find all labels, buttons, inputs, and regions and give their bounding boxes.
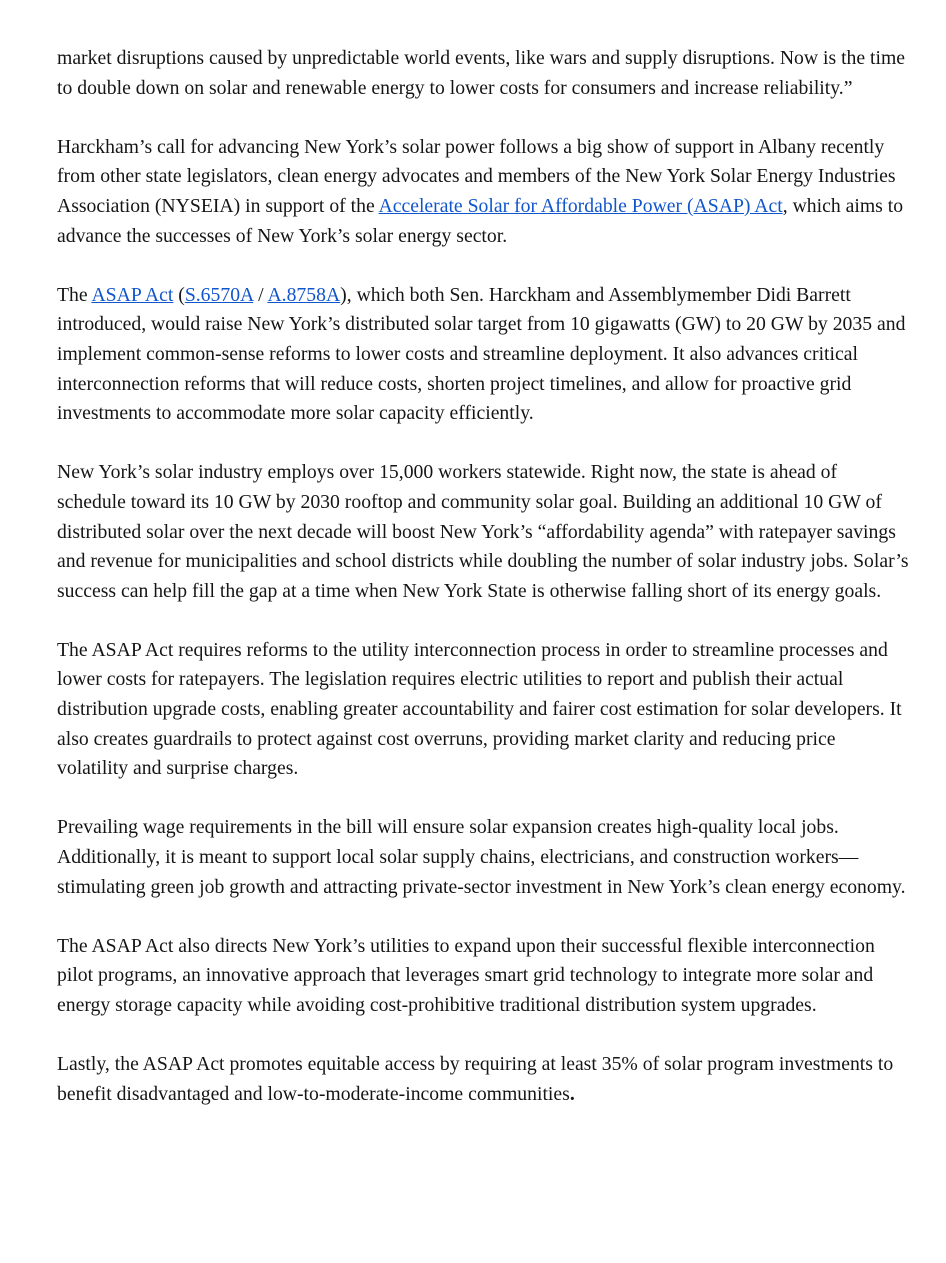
paragraph-text: The ASAP Act also directs New York’s utilities to expand upon their successful flexible interconnection pilot programs, an innovative approach that leverages smart grid technology to integrate more solar and energy storage capacity while avoiding cost-prohibitive traditional distribution system upgrades. (57, 934, 875, 1016)
paragraph-text: Harckham’s call for advancing New York’s solar power follows a big show of support in Albany recently from other state legislators, clean energy advocates and members of the New York Solar Energy Industries Association (NYSEIA) in support of the (57, 135, 896, 217)
paragraph-text: The (57, 283, 92, 306)
paragraph-quote-continuation (57, 44, 910, 103)
paragraph-equitable-access (57, 1050, 910, 1109)
paragraph-text: Lastly, the ASAP Act promotes equitable access by requiring at least 35% of solar program investments to benefit disadvantaged and low-to-moderate-income communities (57, 1053, 894, 1105)
paragraph-flexible-interconnection (57, 932, 910, 1021)
paragraph-text: New York’s solar industry employs over 15,000 workers statewide. Right now, the state is ahead of schedule toward its 10 GW by 2030 rooftop and community solar goal. Building an additional 10 GW of distributed solar over the next decade will boost New York’s “affordability agenda” with ratepayer savings and revenue for municipalities and school districts while doubling the number of solar industry jobs. Solar’s success can help fill the gap at a time when New York State is otherwise falling short of its energy goals. (57, 461, 909, 602)
paragraph-solar-industry-jobs (57, 458, 910, 606)
paragraph-text: ( (173, 283, 185, 306)
link-asap-act[interactable]: ASAP Act (91, 283, 174, 306)
paragraph-harckham-support (57, 133, 910, 251)
paragraph-text: Prevailing wage requirements in the bill will ensure solar expansion creates high-quality local jobs. Additionally, it is meant to support local solar supply chains, electricians, and construction workers—stimulating green job growth and attracting private-sector investment in New York’s clean energy economy. (57, 816, 906, 898)
paragraph-text: ), which both Sen. Harckham and Assemblymember Didi Barrett introduced, would raise New York’s distributed solar target from 10 gigawatts (GW) to 20 GW by 2035 and implement common-sense reforms to lower costs and streamline deployment. It also advances critical interconnection reforms that will reduce costs, shorten project timelines, and allow for proactive grid investments to accommodate more solar capacity efficiently. (57, 283, 906, 425)
paragraph-text: market disruptions caused by unpredictable world events, like wars and supply disruptions. Now is the time to double down on solar and renewable energy to lower costs for consumers and increase reliability.” (57, 47, 906, 99)
paragraph-asap-act-bills (57, 281, 910, 429)
paragraph-text: The ASAP Act requires reforms to the utility interconnection process in order to streamline processes and lower costs for ratepayers. The legislation requires electric utilities to report and publish their actual distribution upgrade costs, enabling greater accountability and fairer cost estimation for solar developers. It also creates guardrails to protect against cost overruns, providing market clarity and reducing price volatility and surprise charges. (57, 638, 902, 780)
paragraph-prevailing-wage (57, 813, 910, 902)
paragraph-text: , which aims to advance the successes of New York’s solar energy sector. (57, 194, 904, 247)
link-s6570a[interactable]: S.6570A (184, 283, 254, 306)
paragraph-interconnection-reforms (57, 636, 910, 784)
link-a8758a[interactable]: A.8758A (267, 283, 341, 306)
link-accelerate-solar-asap-act[interactable]: Accelerate Solar for Affordable Power (ASAP) Act (378, 194, 783, 217)
paragraph-text-bold: . (569, 1082, 575, 1105)
paragraph-text: / (253, 283, 268, 306)
